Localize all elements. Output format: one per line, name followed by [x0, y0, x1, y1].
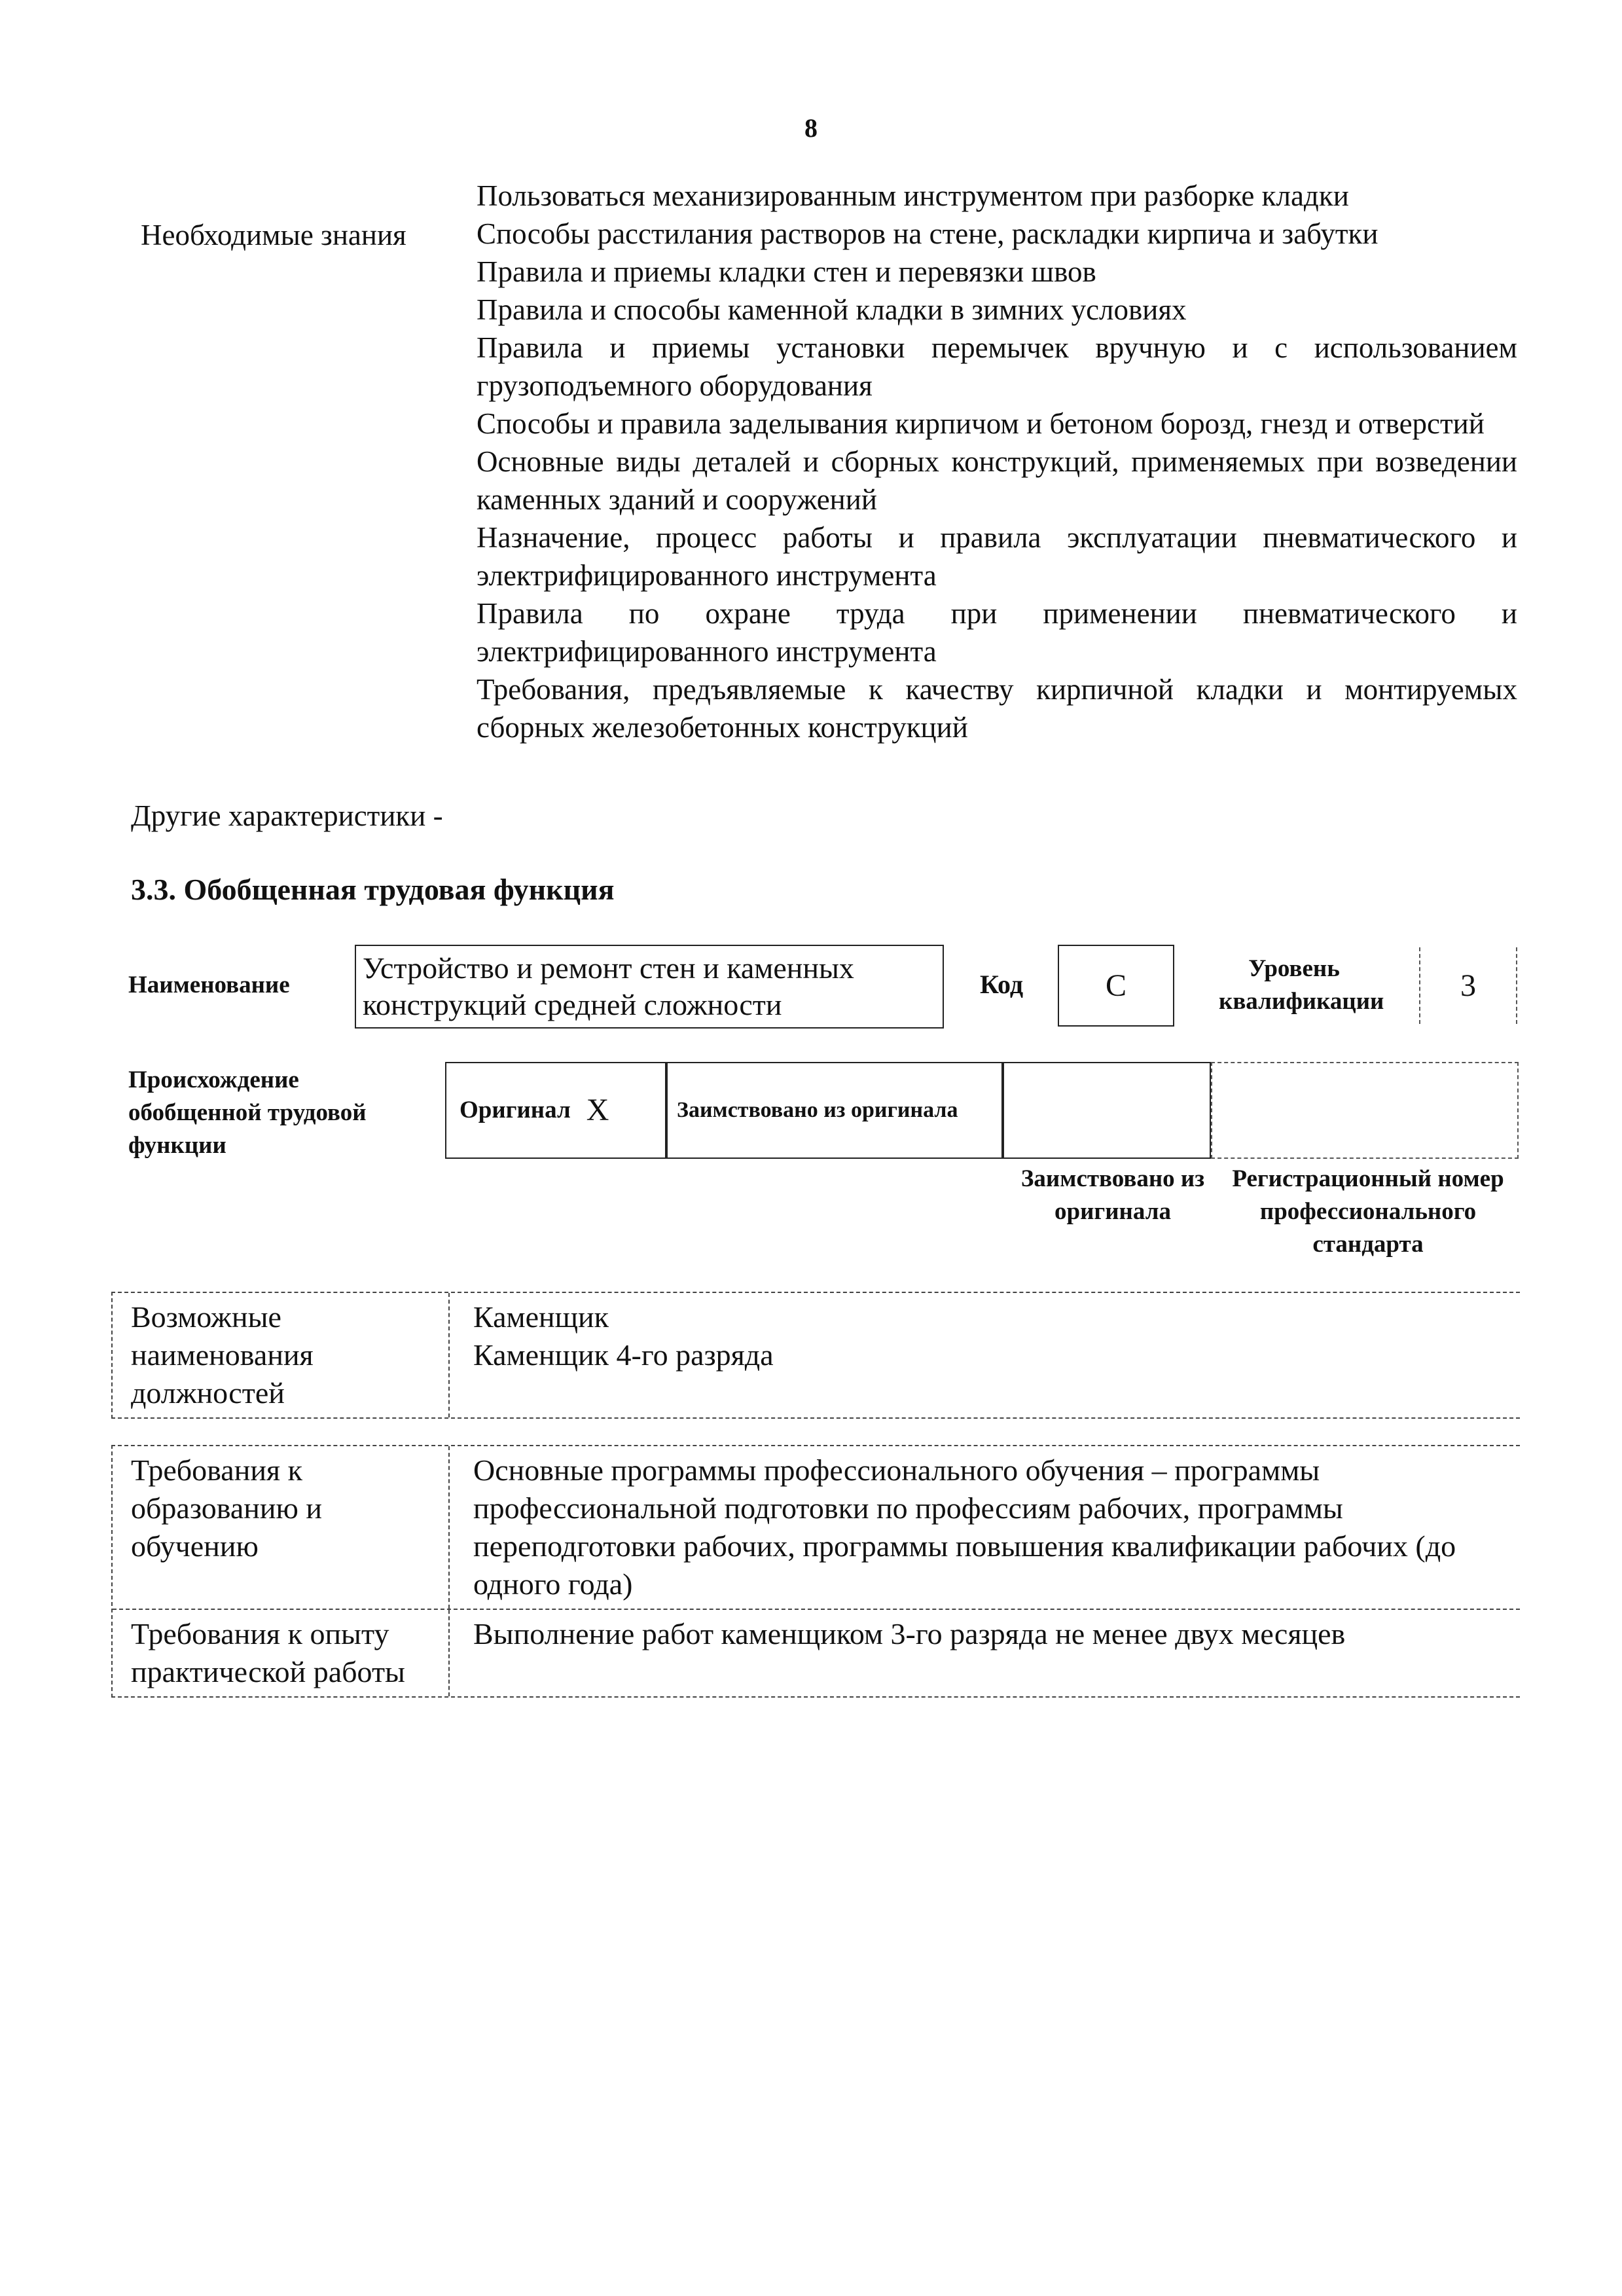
- requirement-row-education: [113, 1446, 1520, 1609]
- positions-label: Возможные наименования должностей: [113, 1293, 450, 1417]
- function-name-value: Устройство и ремонт стен и каменных конструкций средней сложности: [355, 945, 944, 1029]
- knowledge-item: Правила и способы каменной кладки в зимних условиях: [477, 293, 1187, 326]
- knowledge-item: Требования, предъявляемые к качеству кирпичной кладки и монтируемых сборных железобетонных конструкций: [477, 673, 1517, 744]
- qualification-level-value: 3: [1419, 945, 1517, 1027]
- origin-borrowed-code-cell: [1003, 1062, 1211, 1159]
- code-label: Код: [980, 970, 1024, 999]
- knowledge-item: Правила и приемы установки перемычек вручную и с использованием грузоподъемного оборудования: [477, 331, 1517, 402]
- origin-borrowed-cell: Заимствовано из оригинала: [666, 1062, 1003, 1159]
- origin-original-label: Оригинал: [460, 1097, 571, 1123]
- position-item: Каменщик 4-го разряда: [473, 1338, 774, 1372]
- code-value: C: [1058, 945, 1174, 1027]
- knowledge-list: [477, 177, 1517, 746]
- origin-original-cell: [445, 1062, 666, 1159]
- knowledge-label: Необходимые знания: [141, 219, 406, 251]
- education-requirements-value: Основные программы профессионального обучения – программы профессиональной подготовки по профессиям рабочих, программы переподготовки рабочих, программы повышения квалификации рабочих (до одного года): [473, 1453, 1456, 1601]
- position-item: Каменщик: [473, 1300, 609, 1334]
- requirements-table: [111, 1445, 1520, 1698]
- origin-original-mark: X: [586, 1093, 609, 1127]
- function-name-label: Наименование: [128, 972, 290, 998]
- origin-registration-cell: [1211, 1062, 1519, 1159]
- knowledge-item: Правила и приемы кладки стен и перевязки швов: [477, 255, 1096, 288]
- experience-requirements-label: Требования к опыту практической работы: [113, 1610, 450, 1696]
- positions-row: [113, 1293, 1520, 1417]
- positions-values: [450, 1293, 1520, 1417]
- origin-label: Происхождение обобщенной трудовой функции: [128, 1066, 367, 1159]
- knowledge-item: Способы и правила заделывания кирпичом и бетоном борозд, гнезд и отверстий: [477, 407, 1485, 440]
- knowledge-item: Назначение, процесс работы и правила эксплуатации пневматического и электрифицированного инструмента: [477, 521, 1517, 592]
- knowledge-item: Пользоваться механизированным инструментом при разборке кладки: [477, 179, 1349, 212]
- caption-registration-number: Регистрационный номер профессионального стандарта: [1232, 1165, 1504, 1258]
- page-number: 8: [804, 113, 818, 143]
- origin-table: [445, 1062, 1519, 1159]
- other-characteristics-label: Другие характеристики: [131, 799, 426, 832]
- section-title: 3.3. Обобщенная трудовая функция: [131, 873, 615, 906]
- education-requirements-label: Требования к образованию и обучению: [113, 1446, 450, 1609]
- positions-table: [111, 1292, 1520, 1419]
- caption-borrowed: Заимствовано из оригинала: [1020, 1165, 1205, 1225]
- knowledge-item: Правила по охране труда при применении пневматического и электрифицированного инструмента: [477, 597, 1517, 668]
- qualification-level-label: Уровень квалификации: [1219, 955, 1384, 1015]
- knowledge-item: Основные виды деталей и сборных конструкций, применяемых при возведении каменных зданий и сооружений: [477, 445, 1517, 516]
- other-characteristics-value: -: [433, 799, 443, 832]
- requirement-row-experience: [113, 1609, 1520, 1696]
- experience-requirements-value: Выполнение работ каменщиком 3-го разряда не менее двух месяцев: [473, 1617, 1346, 1650]
- other-characteristics: [131, 797, 443, 835]
- knowledge-item: Способы расстилания растворов на стене, раскладки кирпича и забутки: [477, 217, 1379, 250]
